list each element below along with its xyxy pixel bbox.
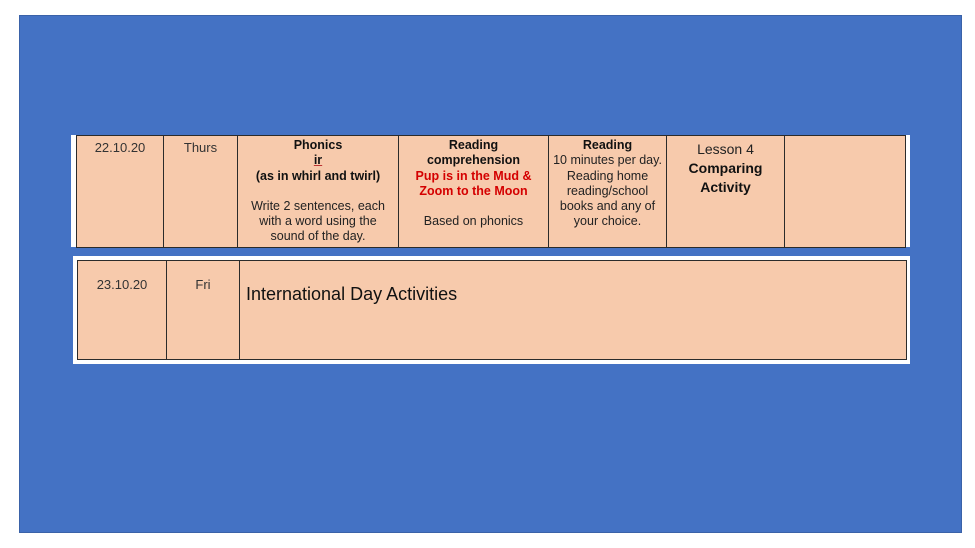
reading-comprehension-cell [399, 136, 549, 248]
friday-table [77, 260, 907, 360]
day-cell: Fri [167, 261, 240, 360]
reading-text: 10 minutes per day. Reading home reading/school books and any of your choice. [553, 153, 662, 229]
phonics-task: Write 2 sentences, each with a word using the sound of the day. [251, 198, 385, 244]
day-cell: Thurs [164, 136, 238, 248]
phonics-example: (as in whirl and twirl) [255, 168, 381, 183]
reading-comp-title-line1: Reading [448, 138, 499, 152]
reading-cell [549, 136, 667, 248]
phonics-cell [238, 136, 399, 248]
lesson-activity: Comparing Activity [688, 160, 763, 195]
reading-comp-title-line2: comprehension [426, 153, 521, 168]
phonics-title: Phonics [293, 138, 343, 152]
activity-cell: International Day Activities [240, 261, 907, 360]
schedule-table-friday [73, 256, 910, 364]
reading-comp-note: Based on phonics [423, 214, 524, 229]
reading-title: Reading [582, 138, 633, 152]
table-row [78, 261, 907, 360]
date-cell: 22.10.20 [77, 136, 164, 248]
table-row [77, 136, 906, 248]
lesson-number: Lesson 4 [697, 141, 754, 157]
schedule-table-thursday [71, 135, 910, 247]
phonics-sound: ir [313, 153, 323, 168]
thursday-table [76, 135, 906, 248]
lesson-cell [667, 136, 785, 248]
date-cell: 23.10.20 [78, 261, 167, 360]
reading-comp-books: Pup is in the Mud & Zoom to the Moon [415, 168, 532, 198]
empty-cell [785, 136, 906, 248]
